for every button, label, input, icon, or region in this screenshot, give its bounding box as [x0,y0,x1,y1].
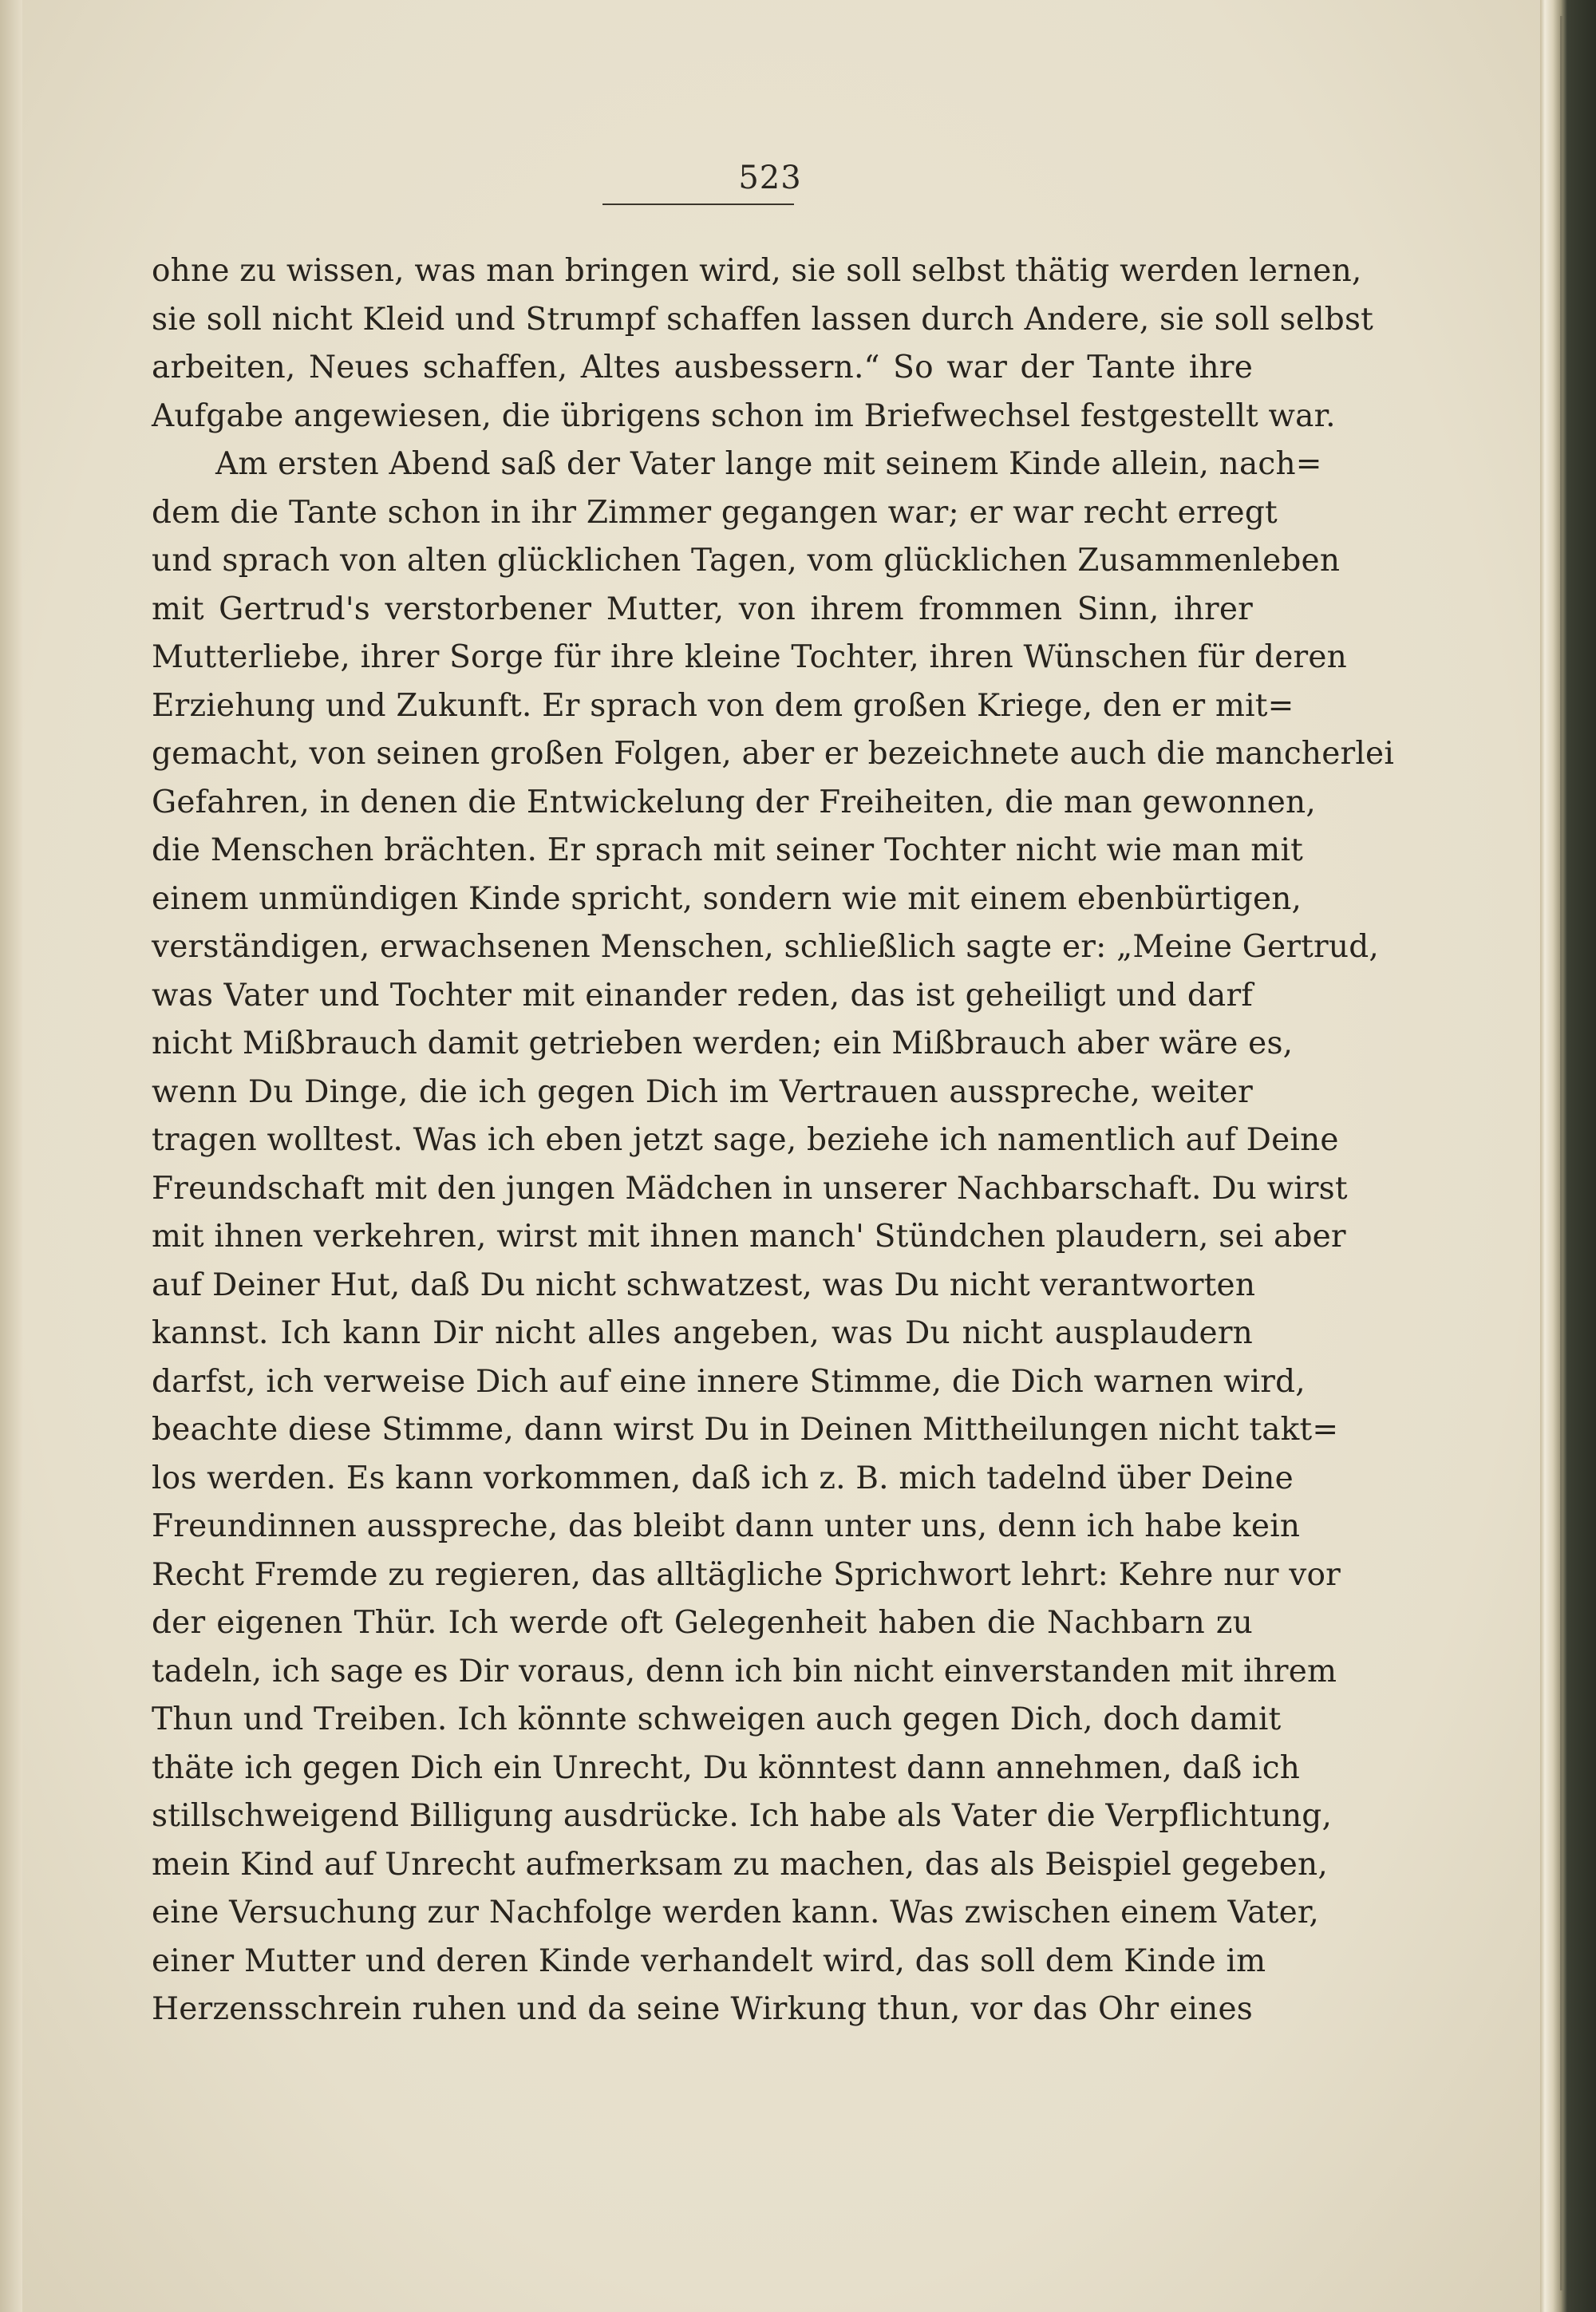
text-line: die Menschen brächten. Er sprach mit seiner Tochter nicht wie man mit [152,832,1304,868]
text-line: und sprach von alten glücklichen Tagen, vom glücklichen Zusammenleben [152,543,1341,579]
page-left-edge [0,0,22,2312]
text-line: darfst, ich verweise Dich auf eine innere Stimme, die Dich warnen wird, [152,1363,1306,1400]
text-line: dem die Tante schon in ihr Zimmer gegangen war; er war recht erregt [152,494,1278,531]
text-line: Freundinnen ausspreche, das bleibt dann unter uns, denn ich habe kein [152,1508,1301,1544]
text-line: Thun und Treiben. Ich könnte schweigen auch gegen Dich, doch damit [152,1701,1282,1737]
page-header [0,160,1540,196]
text-line: Herzensschrein ruhen und da seine Wirkung thun, vor das Ohr eines [152,1991,1253,2027]
text-line: beachte diese Stimme, dann wirst Du in Deinen Mittheilungen nicht takt= [152,1412,1339,1448]
text-line: der eigenen Thür. Ich werde oft Gelegenheit haben die Nachbarn zu [152,1605,1253,1641]
text-line: was Vater und Tochter mit einander reden, das ist geheiligt und darf [152,977,1253,1014]
text-line: los werden. Es kann vorkommen, daß ich z. B. mich tadelnd über Deine [152,1460,1294,1496]
text-line: Recht Fremde zu regieren, das alltägliche Sprichwort lehrt: Kehre nur vor [152,1556,1341,1593]
text-line: wenn Du Dinge, die ich gegen Dich im Vertrauen ausspreche, weiter [152,1073,1253,1110]
header-rule [602,204,794,205]
text-line: ohne zu wissen, was man bringen wird, sie soll selbst thätig werden lernen, [152,253,1362,289]
text-line: verständigen, erwachsenen Menschen, schließlich sagte er: „Meine Gertrud, [152,929,1379,965]
text-line: Erziehung und Zukunft. Er sprach von dem großen Kriege, den er mit= [152,687,1294,724]
text-line: eine Versuchung zur Nachfolge werden kann. Was zwischen einem Vater, [152,1895,1319,1931]
text-line: Aufgabe angewiesen, die übrigens schon im Briefwechsel festgestellt war. [152,397,1336,434]
text-line: mit Gertrud's verstorbener Mutter, von ihrem frommen Sinn, ihrer [152,591,1253,627]
text-line: Mutterliebe, ihrer Sorge für ihre kleine Tochter, ihren Wünschen für deren [152,639,1347,675]
text-line: Am ersten Abend saß der Vater lange mit seinem Kinde allein, nach= [215,446,1322,482]
text-line: auf Deiner Hut, daß Du nicht schwatzest, was Du nicht verantworten [152,1267,1256,1303]
text-line: stillschweigend Billigung ausdrücke. Ich habe als Vater die Verpflichtung, [152,1798,1333,1834]
text-line: tadeln, ich sage es Dir voraus, denn ich bin nicht einverstanden mit ihrem [152,1653,1337,1690]
text-line: nicht Mißbrauch damit getrieben werden; ein Mißbrauch aber wäre es, [152,1026,1294,1061]
text-line: mit ihnen verkehren, wirst mit ihnen manch' Stündchen plaudern, sei aber [152,1219,1346,1255]
book-edge [1540,0,1596,2312]
text-line: tragen wolltest. Was ich eben jetzt sage, beziehe ich namentlich auf Deine [152,1122,1339,1158]
text-line: arbeiten, Neues schaffen, Altes ausbessern.“ So war der Tante ihre [152,350,1253,385]
text-line: thäte ich gegen Dich ein Unrecht, Du könntest dann annehmen, daß ich [152,1749,1301,1786]
text-line: Gefahren, in denen die Entwickelung der Freiheiten, die man gewonnen, [152,784,1316,820]
text-line: einer Mutter und deren Kinde verhandelt wird, das soll dem Kinde im [152,1942,1266,1979]
body-text [152,247,1394,2034]
text-line: sie soll nicht Kleid und Strumpf schaffen lassen durch Andere, sie soll selbst [152,301,1374,338]
book-binding-line [1560,16,1562,2290]
text-line: kannst. Ich kann Dir nicht alles angeben, was Du nicht ausplaudern [152,1315,1253,1351]
page-number: 523 [738,160,802,196]
text-line: einem unmündigen Kinde spricht, sondern wie mit einem ebenbürtigen, [152,880,1302,917]
text-line: gemacht, von seinen großen Folgen, aber er bezeichnete auch die mancherlei [152,736,1394,772]
text-line: Freundschaft mit den jungen Mädchen in unserer Nachbarschaft. Du wirst [152,1170,1348,1207]
text-line: mein Kind auf Unrecht aufmerksam zu machen, das als Beispiel gegeben, [152,1846,1328,1883]
